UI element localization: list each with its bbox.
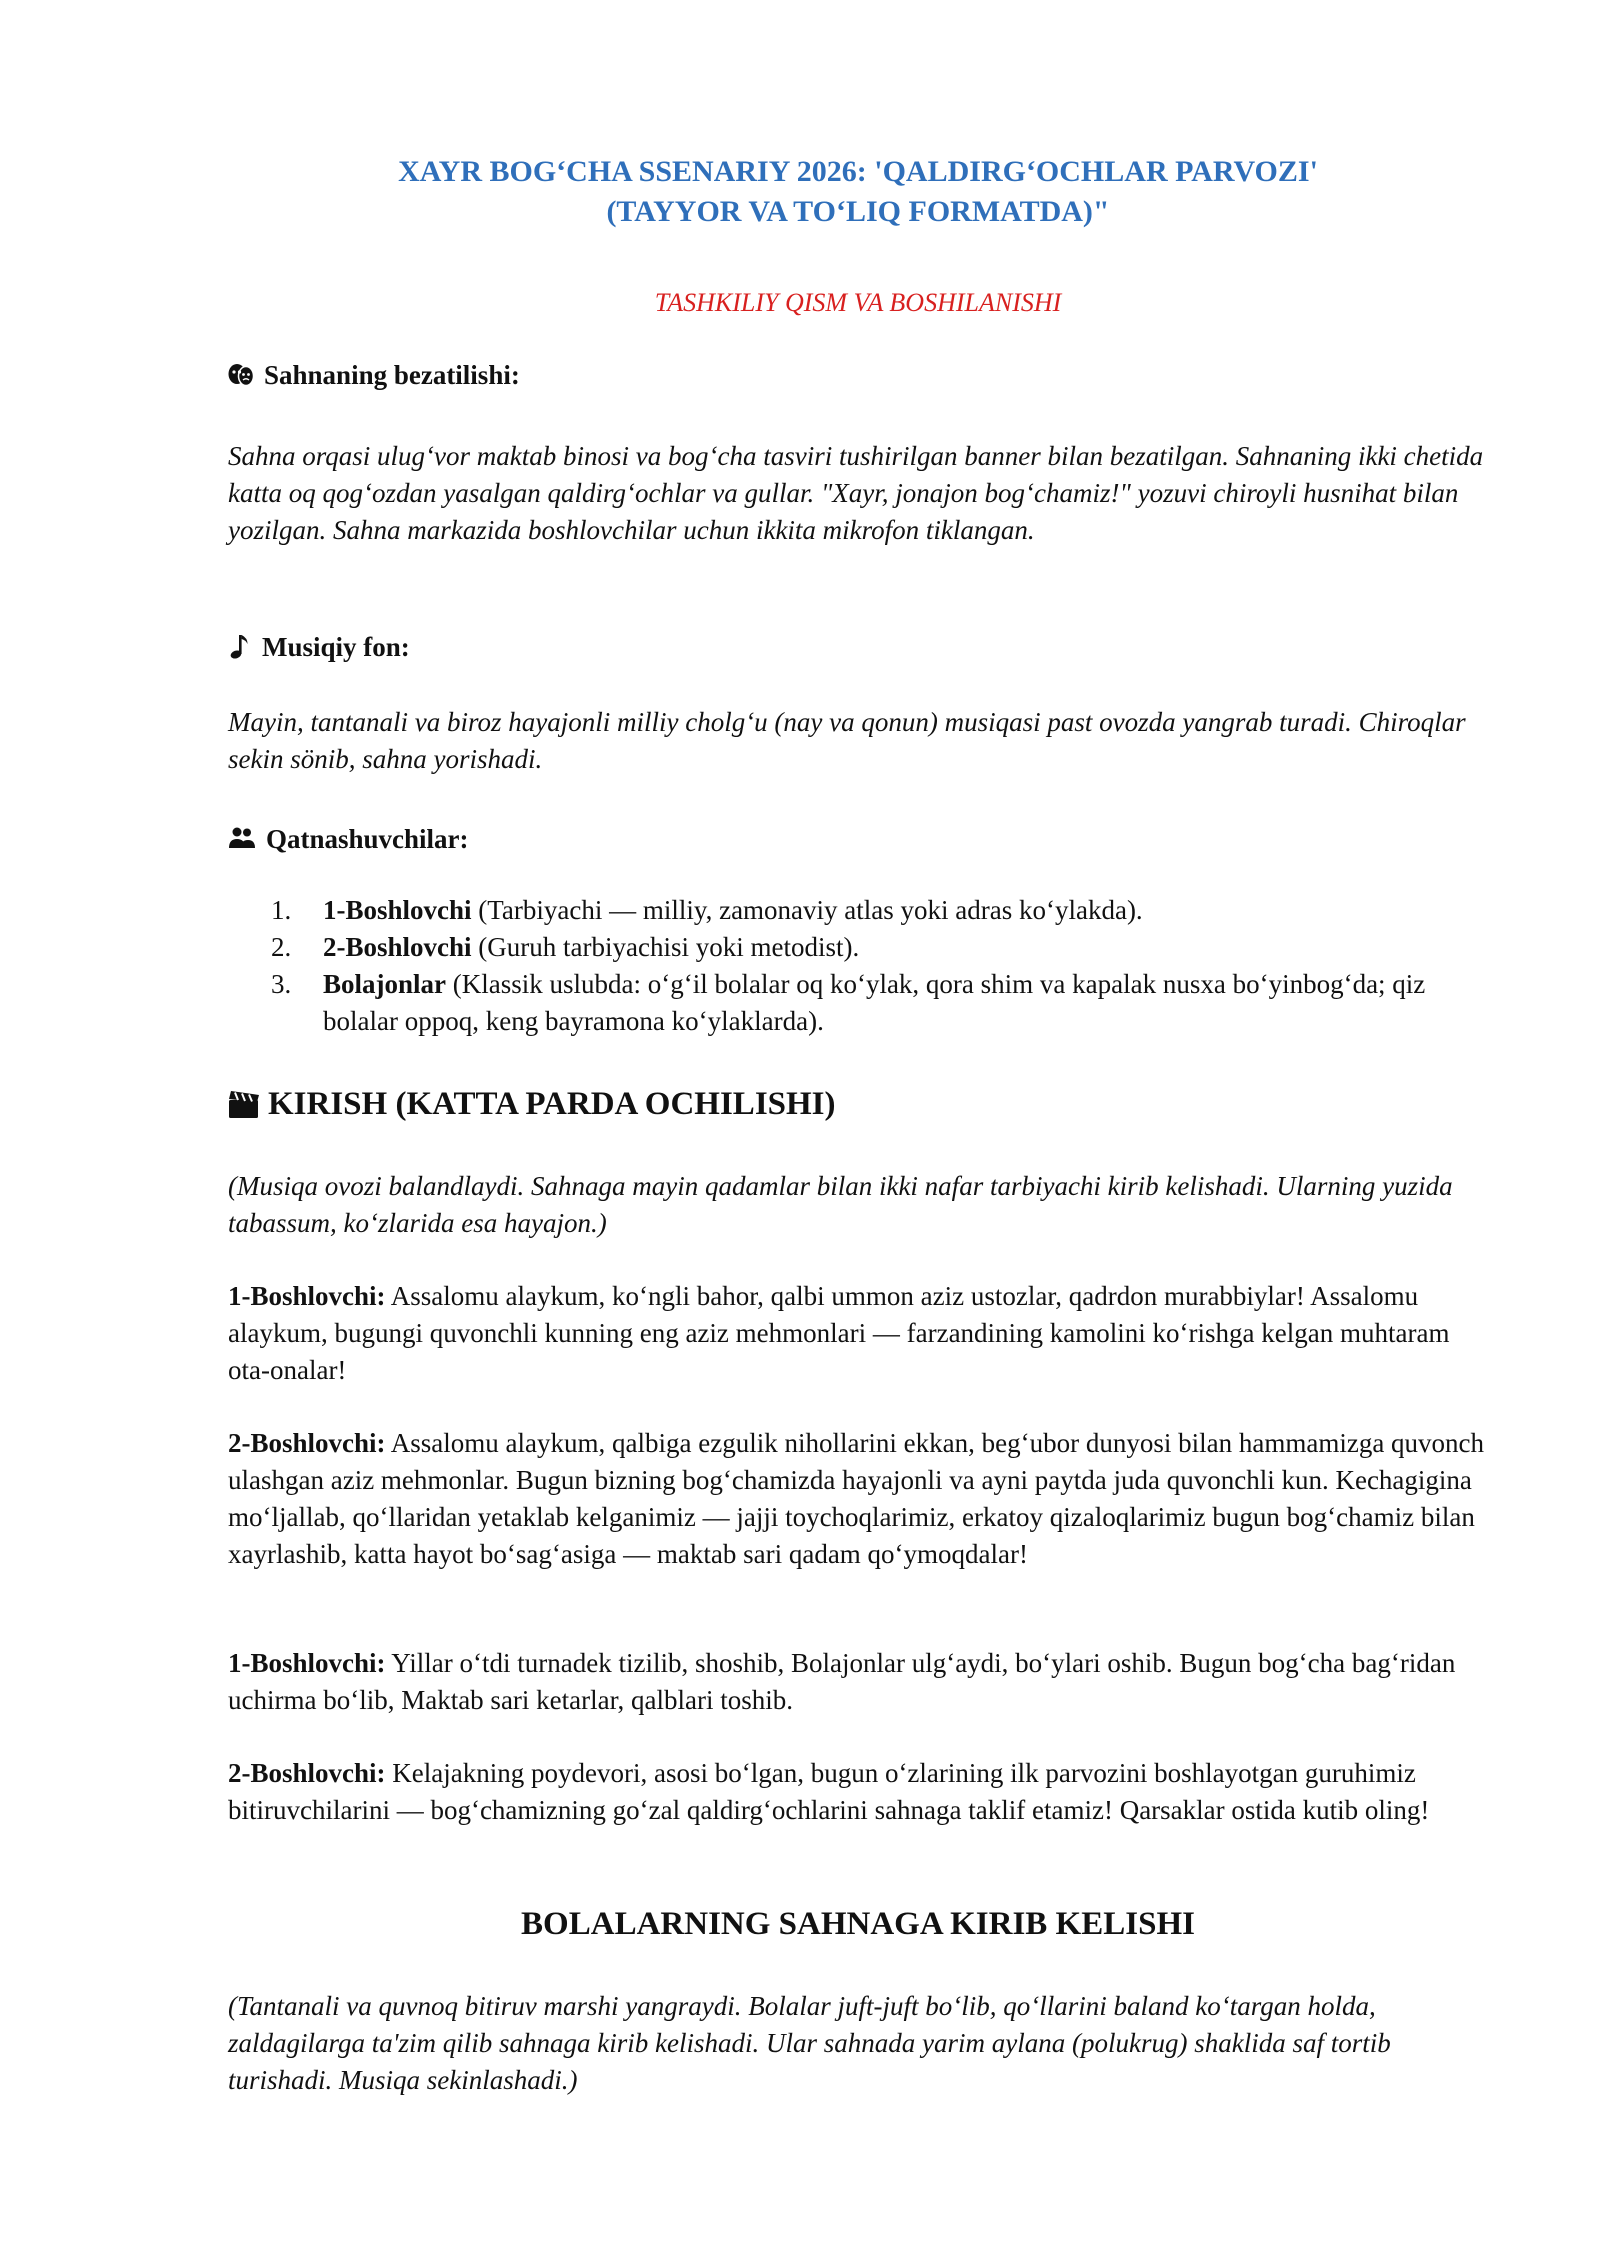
dialogue-line [228,1645,1488,1719]
section-subtitle: TASHKILIY QISM VA BOSHILANISHI [654,288,1062,317]
list-number: 3. [271,969,292,999]
dialogue-line [228,1425,1488,1573]
speaker-label: 2-Boshlovchi: [228,1428,386,1458]
list-item [271,966,1488,1040]
document-title [228,152,1488,232]
dialogue-line [228,1278,1488,1389]
decor-heading-label: Sahnaning bezatilishi: [264,360,520,390]
participants-list [228,892,1488,1040]
clapperboard-icon [228,1089,260,1119]
entrance-stage-direction: (Tantanali va quvnoq bitiruv marshi yangraydi. Bolalar juft-juft bo‘lib, qo‘llarini baland ko‘targan holda, zaldagilarga ta'zim qilib sahnaga kirib kelishadi. Ular sahnada yarim aylana (polukrug) shaklida saf tortib turishadi. Musiqa sekinlashadi.) [228,1991,1391,2095]
participant-desc: (Klassik uslubda: o‘g‘il bolalar oq ko‘ylak, qora shim va kapalak nusxa bo‘yinbog‘da; qiz bolalar oppoq, keng bayramona ko‘ylaklarda). [323,969,1426,1036]
music-text: Mayin, tantanali va biroz hayajonli milliy cholg‘u (nay va qonun) musiqasi past ovozda yangrab turadi. Chiroqlar sekin sönib, sahna yorishadi. [228,707,1466,774]
title-line-2: (TAYYOR VA TO‘LIQ FORMATDA)" [606,195,1110,228]
participants-heading [228,822,469,856]
dialogue-text: Assalomu alaykum, ko‘ngli bahor, qalbi ummon aziz ustozlar, qadrdon murabbiylar! Assalomu alaykum, bugungi quvonchli kunning eng aziz mehmonlari — farzandining kamolini ko‘rishga kelgan muhtaram ota-onalar! [228,1281,1450,1385]
people-icon [228,826,256,852]
music-heading [228,630,410,664]
entrance-heading: BOLALARNING SAHNAGA KIRIB KELISHI [521,1906,1195,1942]
music-heading-label: Musiqiy fon: [262,632,410,662]
music-note-icon [228,633,252,661]
theater-masks-icon [228,363,254,387]
speaker-label: 1-Boshlovchi: [228,1648,386,1678]
dialogue-line [228,1755,1488,1829]
participant-name: 1-Boshlovchi [323,895,472,925]
intro-heading-label: KIRISH (KATTA PARDA OCHILISHI) [268,1086,836,1122]
speaker-label: 2-Boshlovchi: [228,1758,386,1788]
title-line-1: XAYR BOG‘CHA SSENARIY 2026: 'QALDIRG‘OCHLAR PARVOZI' [398,155,1318,188]
decor-text: Sahna orqasi ulug‘vor maktab binosi va bog‘cha tasviri tushirilgan banner bilan bezatilgan. Sahnaning ikki chetida katta oq qog‘ozdan yasalgan qaldirg‘ochlar va gullar. "Xayr, jonajon bog‘chamiz!" yozuvi chiroyli husnihat bilan yozilgan. Sahna markazida boshlovchilar uchun ikkita mikrofon tiklangan. [228,441,1484,545]
list-number: 2. [271,932,292,962]
participant-name: 2-Boshlovchi [323,932,472,962]
participant-desc: (Guruh tarbiyachisi yoki metodist). [471,932,860,962]
participants-heading-label: Qatnashuvchilar: [266,824,469,854]
dialogue-text: Yillar o‘tdi turnadek tizilib, shoshib, Bolajonlar ulg‘aydi, bo‘ylari oshib. Bugun bog‘cha bag‘ridan uchirma bo‘lib, Maktab sari ketarlar, qalblari toshib. [228,1648,1456,1715]
decor-heading [228,358,520,392]
participant-desc: (Tarbiyachi — milliy, zamonaviy atlas yoki adras ko‘ylakda). [471,895,1143,925]
dialogue-text: Kelajakning poydevori, asosi bo‘lgan, bugun o‘zlarining ilk parvozini boshlayotgan guruhimiz bitiruvchilarini — bog‘chamizning go‘zal qaldirg‘ochlarini sahnaga taklif etamiz! Qarsaklar ostida kutib oling! [228,1758,1430,1825]
list-number: 1. [271,895,292,925]
list-item [271,892,1488,929]
dialogue-text: Assalomu alaykum, qalbiga ezgulik nihollarini ekkan, beg‘ubor dunyosi bilan hammamizga quvonch ulashgan aziz mehmonlar. Bugun bizning bog‘chamizda hayajonli va ayni paytda juda quvonchli kun. Kechagigina mo‘ljallab, qo‘llaridan yetaklab kelganimiz — jajji toychoqlarimiz, erkatoy qizaloqlarimiz bugun bog‘chamiz bilan xayrlashib, katta hayot bo‘sag‘asiga — maktab sari qadam qo‘ymoqdalar! [228,1428,1485,1569]
speaker-label: 1-Boshlovchi: [228,1281,386,1311]
list-item [271,929,1488,966]
participant-name: Bolajonlar [323,969,447,999]
intro-heading [228,1084,836,1124]
intro-stage-direction: (Musiqa ovozi balandlaydi. Sahnaga mayin qadamlar bilan ikki nafar tarbiyachi kirib kelishadi. Ularning yuzida tabassum, ko‘zlarida esa hayajon.) [228,1171,1453,1238]
